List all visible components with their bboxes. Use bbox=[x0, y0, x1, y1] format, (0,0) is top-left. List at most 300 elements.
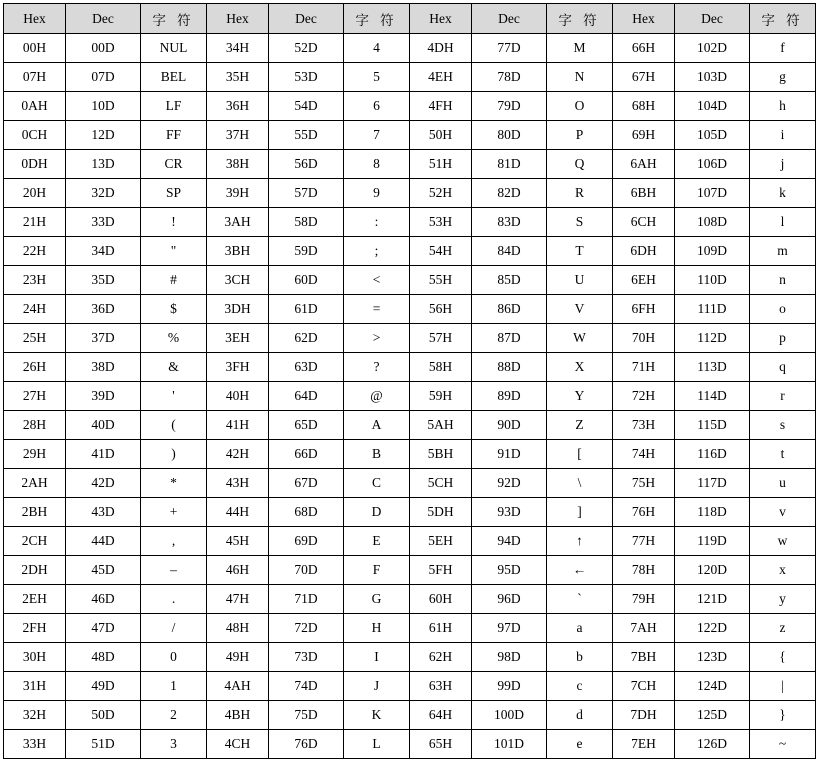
cell-char: C bbox=[344, 469, 410, 498]
header-char-1: 字 符 bbox=[141, 4, 207, 34]
cell-char: b bbox=[547, 643, 613, 672]
cell-dec: 97D bbox=[472, 614, 547, 643]
cell-hex: 41H bbox=[207, 411, 269, 440]
cell-dec: 55D bbox=[269, 121, 344, 150]
table-row bbox=[4, 179, 816, 208]
cell-char: = bbox=[344, 295, 410, 324]
cell-char: i bbox=[750, 121, 816, 150]
cell-char: \ bbox=[547, 469, 613, 498]
cell-char: n bbox=[750, 266, 816, 295]
cell-char: @ bbox=[344, 382, 410, 411]
cell-hex: 75H bbox=[613, 469, 675, 498]
cell-hex: 3DH bbox=[207, 295, 269, 324]
cell-dec: 108D bbox=[675, 208, 750, 237]
cell-hex: 2FH bbox=[4, 614, 66, 643]
header-row bbox=[4, 4, 816, 34]
cell-dec: 50D bbox=[66, 701, 141, 730]
cell-char: P bbox=[547, 121, 613, 150]
cell-hex: 2CH bbox=[4, 527, 66, 556]
cell-dec: 91D bbox=[472, 440, 547, 469]
cell-char: 9 bbox=[344, 179, 410, 208]
cell-hex: 24H bbox=[4, 295, 66, 324]
cell-char: } bbox=[750, 701, 816, 730]
cell-dec: 93D bbox=[472, 498, 547, 527]
cell-hex: 63H bbox=[410, 672, 472, 701]
cell-hex: 74H bbox=[613, 440, 675, 469]
cell-hex: 5CH bbox=[410, 469, 472, 498]
cell-dec: 36D bbox=[66, 295, 141, 324]
cell-char: I bbox=[344, 643, 410, 672]
cell-hex: 3AH bbox=[207, 208, 269, 237]
table-row bbox=[4, 585, 816, 614]
cell-hex: 7BH bbox=[613, 643, 675, 672]
cell-char: p bbox=[750, 324, 816, 353]
cell-char: 0 bbox=[141, 643, 207, 672]
cell-char: U bbox=[547, 266, 613, 295]
header-char-2: 字 符 bbox=[344, 4, 410, 34]
cell-char: – bbox=[141, 556, 207, 585]
cell-dec: 51D bbox=[66, 730, 141, 759]
cell-dec: 107D bbox=[675, 179, 750, 208]
cell-dec: 113D bbox=[675, 353, 750, 382]
cell-dec: 45D bbox=[66, 556, 141, 585]
cell-hex: 25H bbox=[4, 324, 66, 353]
cell-hex: 2EH bbox=[4, 585, 66, 614]
cell-hex: 77H bbox=[613, 527, 675, 556]
cell-char: u bbox=[750, 469, 816, 498]
cell-char: 2 bbox=[141, 701, 207, 730]
cell-char: t bbox=[750, 440, 816, 469]
cell-dec: 124D bbox=[675, 672, 750, 701]
cell-char: SP bbox=[141, 179, 207, 208]
cell-hex: 07H bbox=[4, 63, 66, 92]
cell-dec: 120D bbox=[675, 556, 750, 585]
cell-char: ! bbox=[141, 208, 207, 237]
cell-hex: 35H bbox=[207, 63, 269, 92]
cell-char: E bbox=[344, 527, 410, 556]
cell-hex: 2DH bbox=[4, 556, 66, 585]
table-row bbox=[4, 208, 816, 237]
cell-hex: 4FH bbox=[410, 92, 472, 121]
cell-dec: 78D bbox=[472, 63, 547, 92]
cell-hex: 5FH bbox=[410, 556, 472, 585]
cell-hex: 00H bbox=[4, 34, 66, 63]
cell-hex: 67H bbox=[613, 63, 675, 92]
cell-hex: 5BH bbox=[410, 440, 472, 469]
cell-char: 7 bbox=[344, 121, 410, 150]
cell-dec: 35D bbox=[66, 266, 141, 295]
cell-hex: 78H bbox=[613, 556, 675, 585]
cell-char: A bbox=[344, 411, 410, 440]
cell-hex: 73H bbox=[613, 411, 675, 440]
cell-char: ' bbox=[141, 382, 207, 411]
table-row bbox=[4, 440, 816, 469]
cell-dec: 110D bbox=[675, 266, 750, 295]
cell-dec: 46D bbox=[66, 585, 141, 614]
cell-dec: 00D bbox=[66, 34, 141, 63]
cell-dec: 13D bbox=[66, 150, 141, 179]
cell-dec: 62D bbox=[269, 324, 344, 353]
cell-dec: 112D bbox=[675, 324, 750, 353]
cell-char: c bbox=[547, 672, 613, 701]
cell-char: D bbox=[344, 498, 410, 527]
cell-dec: 47D bbox=[66, 614, 141, 643]
cell-char: l bbox=[750, 208, 816, 237]
cell-hex: 7CH bbox=[613, 672, 675, 701]
cell-dec: 114D bbox=[675, 382, 750, 411]
cell-dec: 83D bbox=[472, 208, 547, 237]
cell-hex: 47H bbox=[207, 585, 269, 614]
table-row bbox=[4, 411, 816, 440]
cell-char: Q bbox=[547, 150, 613, 179]
cell-hex: 40H bbox=[207, 382, 269, 411]
cell-char: W bbox=[547, 324, 613, 353]
cell-char: ` bbox=[547, 585, 613, 614]
cell-dec: 72D bbox=[269, 614, 344, 643]
cell-dec: 104D bbox=[675, 92, 750, 121]
header-hex-4: Hex bbox=[613, 4, 675, 34]
cell-dec: 07D bbox=[66, 63, 141, 92]
cell-char: > bbox=[344, 324, 410, 353]
cell-hex: 59H bbox=[410, 382, 472, 411]
cell-char: [ bbox=[547, 440, 613, 469]
cell-hex: 4BH bbox=[207, 701, 269, 730]
cell-dec: 117D bbox=[675, 469, 750, 498]
cell-hex: 72H bbox=[613, 382, 675, 411]
cell-dec: 95D bbox=[472, 556, 547, 585]
table-row bbox=[4, 63, 816, 92]
table-row bbox=[4, 382, 816, 411]
table-header bbox=[4, 4, 816, 34]
cell-char: 4 bbox=[344, 34, 410, 63]
cell-char: z bbox=[750, 614, 816, 643]
cell-dec: 90D bbox=[472, 411, 547, 440]
cell-char: m bbox=[750, 237, 816, 266]
cell-dec: 61D bbox=[269, 295, 344, 324]
cell-char: $ bbox=[141, 295, 207, 324]
cell-dec: 42D bbox=[66, 469, 141, 498]
table-row bbox=[4, 150, 816, 179]
cell-char: k bbox=[750, 179, 816, 208]
cell-char: a bbox=[547, 614, 613, 643]
table-row bbox=[4, 672, 816, 701]
cell-char: . bbox=[141, 585, 207, 614]
cell-hex: 65H bbox=[410, 730, 472, 759]
cell-dec: 41D bbox=[66, 440, 141, 469]
cell-dec: 34D bbox=[66, 237, 141, 266]
cell-dec: 126D bbox=[675, 730, 750, 759]
cell-dec: 70D bbox=[269, 556, 344, 585]
cell-char: x bbox=[750, 556, 816, 585]
cell-dec: 64D bbox=[269, 382, 344, 411]
cell-hex: 5AH bbox=[410, 411, 472, 440]
cell-hex: 28H bbox=[4, 411, 66, 440]
cell-char: V bbox=[547, 295, 613, 324]
table-row bbox=[4, 701, 816, 730]
cell-char: v bbox=[750, 498, 816, 527]
table-row bbox=[4, 614, 816, 643]
cell-dec: 105D bbox=[675, 121, 750, 150]
cell-hex: 0DH bbox=[4, 150, 66, 179]
table-row bbox=[4, 353, 816, 382]
cell-hex: 62H bbox=[410, 643, 472, 672]
cell-hex: 38H bbox=[207, 150, 269, 179]
cell-hex: 33H bbox=[4, 730, 66, 759]
cell-dec: 60D bbox=[269, 266, 344, 295]
cell-char: ] bbox=[547, 498, 613, 527]
cell-char: ↑ bbox=[547, 527, 613, 556]
cell-char: T bbox=[547, 237, 613, 266]
cell-hex: 4AH bbox=[207, 672, 269, 701]
cell-hex: 2BH bbox=[4, 498, 66, 527]
cell-hex: 3CH bbox=[207, 266, 269, 295]
cell-dec: 115D bbox=[675, 411, 750, 440]
cell-hex: 6BH bbox=[613, 179, 675, 208]
header-dec-2: Dec bbox=[269, 4, 344, 34]
cell-dec: 68D bbox=[269, 498, 344, 527]
table-row bbox=[4, 92, 816, 121]
cell-dec: 53D bbox=[269, 63, 344, 92]
cell-hex: 23H bbox=[4, 266, 66, 295]
table-row bbox=[4, 266, 816, 295]
cell-char: d bbox=[547, 701, 613, 730]
cell-char: ( bbox=[141, 411, 207, 440]
cell-hex: 57H bbox=[410, 324, 472, 353]
header-char-3: 字 符 bbox=[547, 4, 613, 34]
cell-char: 5 bbox=[344, 63, 410, 92]
cell-hex: 7DH bbox=[613, 701, 675, 730]
cell-dec: 106D bbox=[675, 150, 750, 179]
header-hex-1: Hex bbox=[4, 4, 66, 34]
cell-dec: 58D bbox=[269, 208, 344, 237]
cell-hex: 0CH bbox=[4, 121, 66, 150]
cell-char: " bbox=[141, 237, 207, 266]
table-row bbox=[4, 527, 816, 556]
cell-dec: 74D bbox=[269, 672, 344, 701]
cell-char: g bbox=[750, 63, 816, 92]
cell-dec: 88D bbox=[472, 353, 547, 382]
cell-char: j bbox=[750, 150, 816, 179]
table-row bbox=[4, 121, 816, 150]
header-hex-3: Hex bbox=[410, 4, 472, 34]
cell-dec: 102D bbox=[675, 34, 750, 63]
cell-char: | bbox=[750, 672, 816, 701]
cell-dec: 71D bbox=[269, 585, 344, 614]
cell-dec: 12D bbox=[66, 121, 141, 150]
cell-dec: 48D bbox=[66, 643, 141, 672]
cell-hex: 52H bbox=[410, 179, 472, 208]
table-row bbox=[4, 237, 816, 266]
cell-hex: 39H bbox=[207, 179, 269, 208]
cell-char: < bbox=[344, 266, 410, 295]
cell-dec: 86D bbox=[472, 295, 547, 324]
cell-hex: 26H bbox=[4, 353, 66, 382]
cell-char: : bbox=[344, 208, 410, 237]
cell-dec: 59D bbox=[269, 237, 344, 266]
cell-hex: 7AH bbox=[613, 614, 675, 643]
cell-dec: 76D bbox=[269, 730, 344, 759]
cell-dec: 103D bbox=[675, 63, 750, 92]
cell-char: 8 bbox=[344, 150, 410, 179]
cell-dec: 66D bbox=[269, 440, 344, 469]
cell-dec: 89D bbox=[472, 382, 547, 411]
cell-char: O bbox=[547, 92, 613, 121]
table-row bbox=[4, 469, 816, 498]
cell-char: S bbox=[547, 208, 613, 237]
header-char-4: 字 符 bbox=[750, 4, 816, 34]
cell-hex: 76H bbox=[613, 498, 675, 527]
cell-hex: 45H bbox=[207, 527, 269, 556]
cell-hex: 6FH bbox=[613, 295, 675, 324]
cell-char: F bbox=[344, 556, 410, 585]
cell-dec: 44D bbox=[66, 527, 141, 556]
cell-dec: 84D bbox=[472, 237, 547, 266]
header-hex-2: Hex bbox=[207, 4, 269, 34]
cell-dec: 87D bbox=[472, 324, 547, 353]
cell-char: BEL bbox=[141, 63, 207, 92]
cell-dec: 32D bbox=[66, 179, 141, 208]
cell-hex: 71H bbox=[613, 353, 675, 382]
cell-char: G bbox=[344, 585, 410, 614]
cell-dec: 111D bbox=[675, 295, 750, 324]
ascii-code-table bbox=[3, 3, 816, 759]
cell-char: X bbox=[547, 353, 613, 382]
cell-char: L bbox=[344, 730, 410, 759]
cell-char: FF bbox=[141, 121, 207, 150]
cell-hex: 50H bbox=[410, 121, 472, 150]
cell-hex: 32H bbox=[4, 701, 66, 730]
cell-char: w bbox=[750, 527, 816, 556]
cell-dec: 67D bbox=[269, 469, 344, 498]
cell-hex: 36H bbox=[207, 92, 269, 121]
cell-hex: 22H bbox=[4, 237, 66, 266]
cell-dec: 63D bbox=[269, 353, 344, 382]
cell-dec: 96D bbox=[472, 585, 547, 614]
cell-hex: 69H bbox=[613, 121, 675, 150]
cell-dec: 82D bbox=[472, 179, 547, 208]
cell-hex: 53H bbox=[410, 208, 472, 237]
cell-hex: 6EH bbox=[613, 266, 675, 295]
table-row bbox=[4, 34, 816, 63]
cell-dec: 85D bbox=[472, 266, 547, 295]
cell-hex: 7EH bbox=[613, 730, 675, 759]
cell-hex: 43H bbox=[207, 469, 269, 498]
cell-char: ~ bbox=[750, 730, 816, 759]
cell-char: ) bbox=[141, 440, 207, 469]
cell-char: + bbox=[141, 498, 207, 527]
cell-char: o bbox=[750, 295, 816, 324]
cell-hex: 0AH bbox=[4, 92, 66, 121]
cell-hex: 44H bbox=[207, 498, 269, 527]
cell-dec: 100D bbox=[472, 701, 547, 730]
cell-dec: 121D bbox=[675, 585, 750, 614]
cell-dec: 79D bbox=[472, 92, 547, 121]
cell-char: K bbox=[344, 701, 410, 730]
cell-hex: 46H bbox=[207, 556, 269, 585]
cell-dec: 116D bbox=[675, 440, 750, 469]
cell-hex: 34H bbox=[207, 34, 269, 63]
cell-dec: 65D bbox=[269, 411, 344, 440]
cell-char: 3 bbox=[141, 730, 207, 759]
cell-char: ← bbox=[547, 556, 613, 585]
cell-char: H bbox=[344, 614, 410, 643]
cell-hex: 55H bbox=[410, 266, 472, 295]
cell-hex: 27H bbox=[4, 382, 66, 411]
cell-char: y bbox=[750, 585, 816, 614]
cell-dec: 37D bbox=[66, 324, 141, 353]
table-body bbox=[4, 34, 816, 759]
cell-dec: 81D bbox=[472, 150, 547, 179]
cell-hex: 31H bbox=[4, 672, 66, 701]
cell-dec: 77D bbox=[472, 34, 547, 63]
cell-dec: 92D bbox=[472, 469, 547, 498]
cell-hex: 3EH bbox=[207, 324, 269, 353]
table-row bbox=[4, 295, 816, 324]
cell-dec: 54D bbox=[269, 92, 344, 121]
cell-char: Z bbox=[547, 411, 613, 440]
table-row bbox=[4, 324, 816, 353]
cell-dec: 125D bbox=[675, 701, 750, 730]
cell-char: f bbox=[750, 34, 816, 63]
cell-char: ; bbox=[344, 237, 410, 266]
cell-hex: 4DH bbox=[410, 34, 472, 63]
cell-hex: 64H bbox=[410, 701, 472, 730]
cell-dec: 56D bbox=[269, 150, 344, 179]
cell-dec: 98D bbox=[472, 643, 547, 672]
cell-hex: 70H bbox=[613, 324, 675, 353]
cell-hex: 66H bbox=[613, 34, 675, 63]
cell-dec: 122D bbox=[675, 614, 750, 643]
cell-char: % bbox=[141, 324, 207, 353]
cell-dec: 101D bbox=[472, 730, 547, 759]
cell-char: NUL bbox=[141, 34, 207, 63]
cell-dec: 69D bbox=[269, 527, 344, 556]
cell-dec: 49D bbox=[66, 672, 141, 701]
header-dec-3: Dec bbox=[472, 4, 547, 34]
cell-hex: 3BH bbox=[207, 237, 269, 266]
cell-hex: 5DH bbox=[410, 498, 472, 527]
cell-char: 6 bbox=[344, 92, 410, 121]
cell-char: / bbox=[141, 614, 207, 643]
cell-char: 1 bbox=[141, 672, 207, 701]
cell-char: r bbox=[750, 382, 816, 411]
cell-char: ? bbox=[344, 353, 410, 382]
cell-char: , bbox=[141, 527, 207, 556]
cell-hex: 6DH bbox=[613, 237, 675, 266]
cell-hex: 42H bbox=[207, 440, 269, 469]
cell-dec: 57D bbox=[269, 179, 344, 208]
cell-hex: 4CH bbox=[207, 730, 269, 759]
cell-char: M bbox=[547, 34, 613, 63]
cell-dec: 109D bbox=[675, 237, 750, 266]
cell-char: s bbox=[750, 411, 816, 440]
cell-char: # bbox=[141, 266, 207, 295]
cell-hex: 60H bbox=[410, 585, 472, 614]
table-row bbox=[4, 556, 816, 585]
cell-dec: 10D bbox=[66, 92, 141, 121]
cell-char: J bbox=[344, 672, 410, 701]
cell-hex: 68H bbox=[613, 92, 675, 121]
cell-hex: 61H bbox=[410, 614, 472, 643]
table-row bbox=[4, 498, 816, 527]
cell-hex: 5EH bbox=[410, 527, 472, 556]
cell-hex: 6AH bbox=[613, 150, 675, 179]
cell-dec: 39D bbox=[66, 382, 141, 411]
cell-dec: 52D bbox=[269, 34, 344, 63]
header-dec-4: Dec bbox=[675, 4, 750, 34]
cell-dec: 123D bbox=[675, 643, 750, 672]
cell-hex: 51H bbox=[410, 150, 472, 179]
